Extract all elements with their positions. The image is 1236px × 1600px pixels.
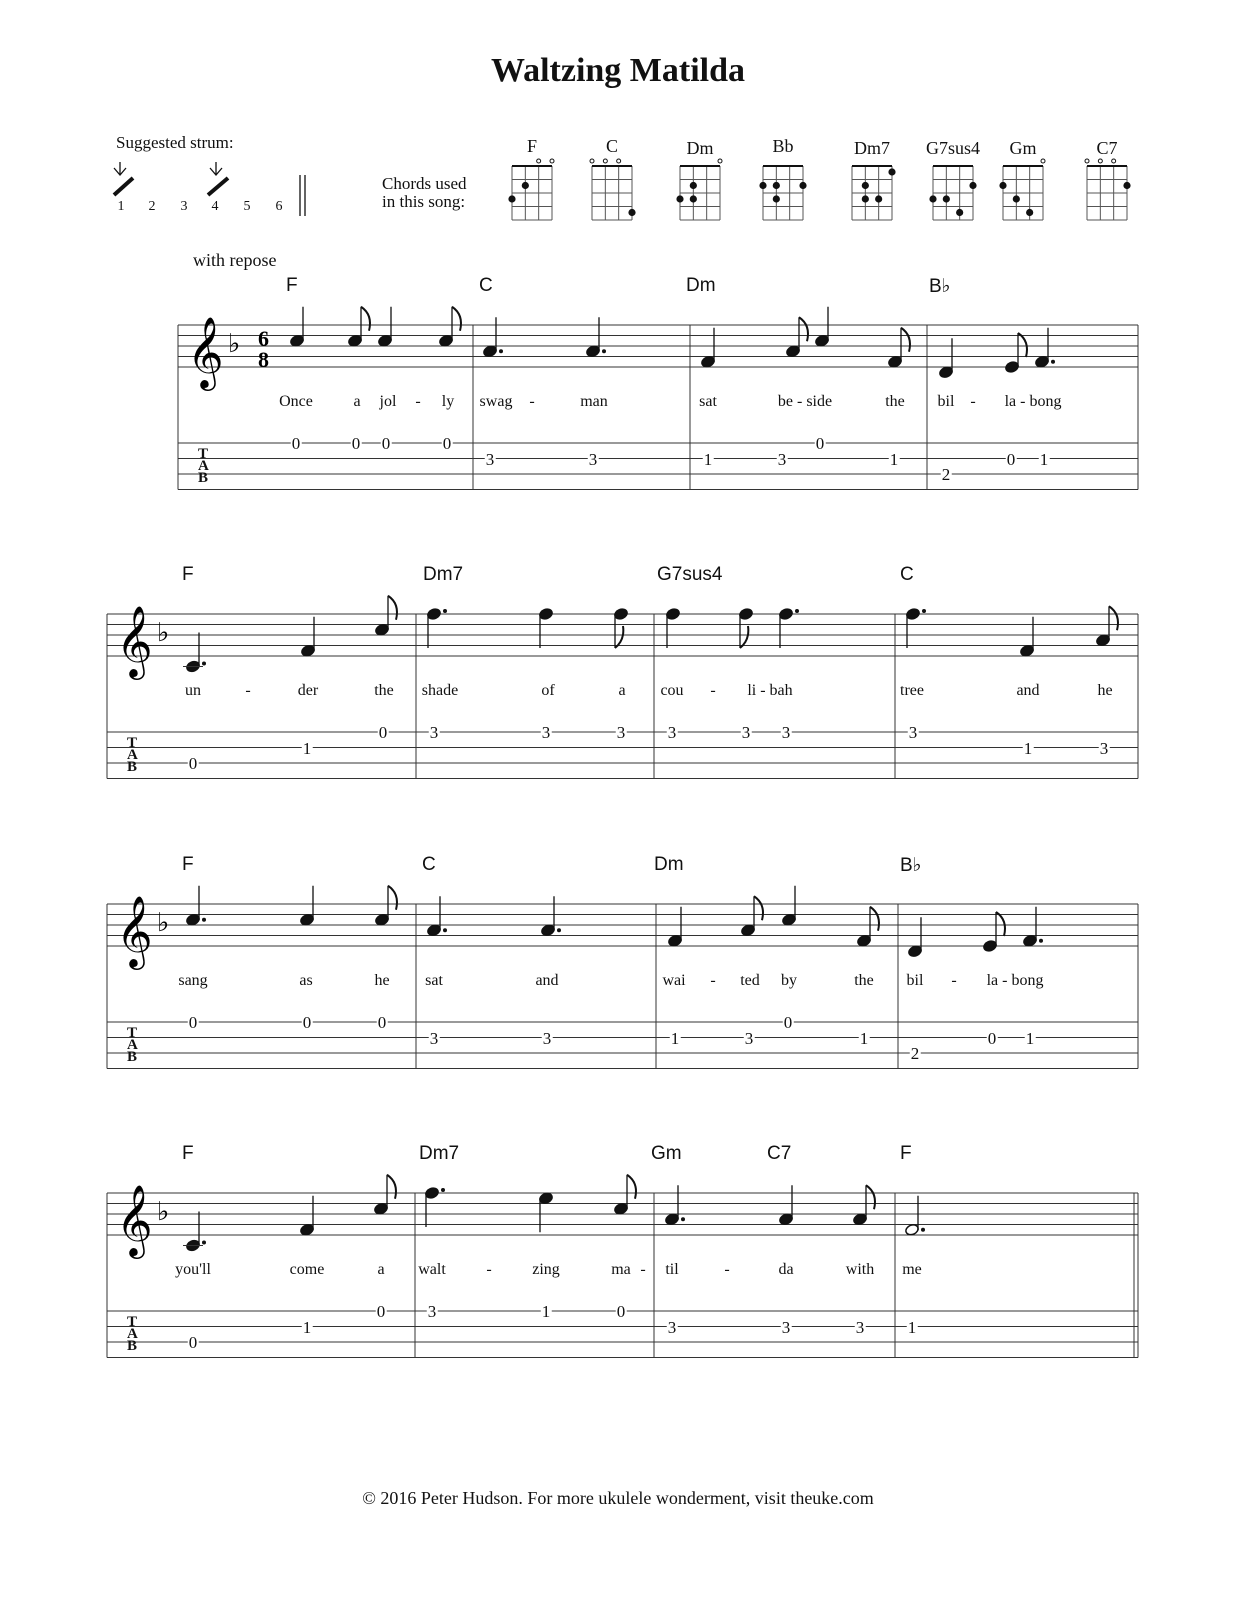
tab-fret-number: 3	[1099, 738, 1109, 758]
tab-fret-number: 1	[859, 1028, 869, 1048]
tab-fret-number: 0	[1006, 449, 1016, 469]
tab-fret-number: 3	[542, 1028, 552, 1048]
song-title: Waltzing Matilda	[490, 52, 746, 89]
notehead	[740, 924, 755, 937]
lyric-hyphen: -	[640, 1261, 646, 1278]
dot	[602, 349, 606, 353]
chord-symbol: Dm7	[419, 1143, 460, 1164]
tab-fret-number: 1	[302, 738, 312, 758]
notehead	[377, 334, 392, 347]
tab-fret-number: 2	[910, 1044, 920, 1063]
lyric-syllable: ma	[611, 1261, 631, 1278]
strum-beat: 5	[243, 199, 251, 214]
flag	[996, 912, 1005, 936]
lyric-syllable: the	[854, 972, 874, 989]
chord-symbol: Dm	[686, 275, 716, 296]
chord-diagram-name: Gm	[1009, 138, 1037, 158]
tab-fret-number: 3	[541, 723, 551, 742]
notehead	[374, 623, 389, 636]
notehead	[299, 913, 314, 926]
notehead	[538, 607, 553, 620]
copyright-footer: © 2016 Peter Hudson. For more ukulele wonderment, visit theuke.com	[362, 1488, 874, 1508]
lyric-syllable: you'll	[175, 1261, 211, 1278]
tab-fret-number: 0	[378, 723, 388, 742]
notehead	[300, 644, 315, 657]
notehead	[785, 345, 800, 358]
finger-dot	[690, 182, 697, 189]
chord-symbol: B♭	[929, 276, 951, 297]
strum-beat: 6	[275, 199, 283, 214]
tempo-direction: with repose	[193, 250, 277, 270]
chord-symbol: C7	[767, 1143, 792, 1164]
flag	[799, 317, 808, 341]
lyric-syllable: la - bong	[986, 972, 1044, 989]
lyric-syllable: wai	[662, 972, 686, 989]
tab-fret-number: 1	[703, 449, 713, 469]
dot	[921, 1228, 925, 1232]
finger-dot	[875, 195, 882, 202]
notehead	[374, 913, 389, 926]
notehead	[426, 924, 441, 937]
chord-diagram	[590, 159, 636, 220]
tab-fret-number: 0	[188, 1013, 198, 1032]
notehead	[1022, 934, 1037, 947]
flag	[740, 626, 748, 648]
tab-fret-number: 0	[377, 1013, 387, 1032]
notehead	[426, 607, 441, 620]
chord-symbol: C	[900, 564, 914, 585]
lyric-syllable: and	[1016, 682, 1040, 699]
chord-symbol: F	[182, 1143, 194, 1164]
chord-symbol: G7sus4	[657, 564, 723, 585]
lyric-hyphen: -	[951, 972, 957, 989]
treble-clef-icon: 𝄞	[187, 319, 224, 387]
lyric-hyphen: -	[245, 682, 251, 699]
tab-fret-number: 3	[908, 723, 918, 742]
finger-dot	[1026, 209, 1033, 216]
lyric-syllable: and	[535, 972, 559, 989]
strum-beat: 4	[211, 199, 219, 214]
flag	[901, 328, 910, 352]
strum-beat: 2	[148, 199, 156, 214]
open-string-marker	[718, 159, 722, 163]
lyric-syllable: zing	[532, 1261, 560, 1278]
notehead	[289, 334, 304, 347]
notehead	[185, 913, 200, 926]
tab-fret-number: 3	[781, 1317, 791, 1337]
flag	[361, 307, 370, 331]
tab-fret-number: 1	[907, 1317, 917, 1337]
tab-fret-number: 3	[781, 723, 791, 742]
tab-fret-number: 3	[616, 723, 626, 742]
dot	[202, 918, 206, 922]
notehead	[1019, 644, 1034, 657]
time-signature-top: 6	[258, 326, 269, 351]
tab-fret-number: 1	[1039, 449, 1049, 469]
notehead	[424, 1186, 439, 1199]
tab-fret-number: 3	[588, 449, 598, 469]
tab-fret-number: 3	[855, 1317, 865, 1337]
chord-symbol: F	[182, 854, 194, 875]
lyric-syllable: der	[297, 682, 319, 699]
chord-symbol: C	[479, 275, 493, 296]
chord-diagram-name: F	[526, 136, 538, 156]
notehead	[907, 945, 922, 958]
open-string-marker	[1112, 159, 1116, 163]
tab-clef-letter: B	[198, 470, 209, 486]
treble-clef-icon: 𝄞	[116, 608, 153, 676]
open-string-marker	[1041, 159, 1045, 163]
lyric-syllable: he	[374, 972, 390, 989]
lyric-syllable: a	[353, 393, 361, 410]
strum-label: Suggested strum:	[116, 133, 234, 152]
tab-fret-number: 3	[485, 449, 495, 469]
chord-diagram-grids	[0, 0, 1236, 260]
lyric-syllable: shade	[421, 682, 459, 699]
notehead	[778, 1213, 793, 1226]
finger-dot	[676, 195, 683, 202]
tab-clef-letter: T	[127, 1314, 138, 1330]
tab-fret-number: 3	[741, 723, 751, 742]
notehead	[482, 345, 497, 358]
notehead	[887, 355, 902, 368]
open-string-marker	[550, 159, 554, 163]
chord-diagram	[508, 159, 554, 220]
open-string-marker	[590, 159, 594, 163]
lyric-syllable: swag	[479, 393, 513, 410]
tab-fret-number: 3	[427, 1302, 437, 1321]
lyric-syllable: of	[541, 682, 555, 699]
notehead	[585, 345, 600, 358]
chord-symbol: Gm	[651, 1143, 682, 1164]
open-string-marker	[603, 159, 607, 163]
tab-fret-number: 0	[442, 434, 452, 453]
notehead	[1034, 355, 1049, 368]
lyric-syllable: come	[289, 1261, 325, 1278]
lyric-syllable: be - side	[777, 393, 833, 410]
lyric-syllable: la - bong	[1004, 393, 1062, 410]
lyric-hyphen: -	[970, 393, 976, 410]
lyric-hyphen: -	[529, 393, 535, 410]
tab-fret-number: 1	[670, 1028, 680, 1048]
time-signature-bottom: 8	[258, 347, 269, 372]
lyric-syllable: un	[185, 682, 201, 699]
notehead	[904, 1223, 919, 1236]
lyric-syllable: with	[845, 1261, 875, 1278]
tab-fret-number: 1	[1023, 738, 1033, 758]
finger-dot	[999, 182, 1006, 189]
notehead	[438, 334, 453, 347]
dot	[202, 662, 206, 666]
dot	[202, 1241, 206, 1245]
finger-dot	[628, 209, 635, 216]
lyric-hyphen: -	[710, 972, 716, 989]
finger-dot	[759, 182, 766, 189]
flag	[452, 307, 461, 331]
notehead	[814, 334, 829, 347]
chord-diagram-name: Dm7	[854, 138, 890, 158]
tab-clef-letter: B	[127, 1049, 138, 1065]
tab-fret-number: 3	[429, 1028, 439, 1048]
finger-dot	[1013, 195, 1020, 202]
notehead	[852, 1213, 867, 1226]
tab-fret-number: 3	[667, 723, 677, 742]
chord-diagram-name: C	[605, 136, 619, 156]
flag	[615, 626, 623, 648]
tab-fret-number: 3	[429, 723, 439, 742]
dot	[795, 609, 799, 613]
dot	[557, 928, 561, 932]
chord-symbol: F	[182, 564, 194, 585]
notehead	[781, 913, 796, 926]
lyric-hyphen: -	[710, 682, 716, 699]
notehead	[613, 1202, 628, 1215]
chord-diagram-name: Bb	[772, 136, 794, 156]
lyric-syllable: a	[377, 1261, 385, 1278]
tab-clef-letter: B	[127, 1338, 138, 1354]
chord-diagram-name: Dm	[686, 138, 714, 158]
dot	[1051, 360, 1055, 364]
chord-symbol: Dm7	[423, 564, 464, 585]
tab-fret-number: 1	[889, 449, 899, 469]
finger-dot	[522, 182, 529, 189]
treble-clef-icon: 𝄞	[116, 898, 153, 966]
finger-dot	[929, 195, 936, 202]
tab-fret-number: 0	[783, 1013, 793, 1032]
chord-diagram	[676, 159, 722, 220]
notehead	[347, 334, 362, 347]
notehead	[373, 1202, 388, 1215]
tab-fret-number: 3	[777, 449, 787, 469]
chord-symbol: Dm	[654, 854, 684, 875]
lyric-syllable: a	[618, 682, 626, 699]
tab-fret-number: 0	[291, 434, 301, 453]
lyric-syllable: li - bah	[747, 682, 793, 699]
chord-symbol: C	[422, 854, 436, 875]
lyric-syllable: he	[1097, 682, 1113, 699]
lyric-syllable: me	[902, 1261, 922, 1278]
tab-fret-number: 1	[541, 1302, 551, 1321]
tab-clef-letter: T	[127, 1025, 138, 1041]
dot	[681, 1217, 685, 1221]
notehead	[856, 934, 871, 947]
finger-dot	[690, 195, 697, 202]
tab-fret-number: 1	[302, 1317, 312, 1337]
notehead	[738, 607, 753, 620]
notehead	[613, 607, 628, 620]
open-string-marker	[537, 159, 541, 163]
lyric-syllable: the	[374, 682, 394, 699]
flag	[388, 596, 397, 620]
lyric-hyphen: -	[724, 1261, 730, 1278]
tab-fret-number: 0	[376, 1302, 386, 1321]
chord-symbol: F	[900, 1143, 912, 1164]
lyric-syllable: ly	[441, 393, 455, 410]
flag	[866, 1185, 875, 1209]
flat-icon: ♭	[228, 329, 241, 358]
strum-beat: 1	[117, 199, 125, 214]
flag	[627, 1175, 636, 1199]
dot	[441, 1188, 445, 1192]
system	[107, 886, 1138, 1069]
finger-dot	[888, 168, 895, 175]
flag	[1018, 333, 1027, 357]
tab-clef-letter: A	[127, 1037, 138, 1053]
chord-diagram	[852, 166, 896, 220]
tab-fret-number: 2	[941, 465, 951, 484]
notehead	[299, 1223, 314, 1236]
chord-diagram	[929, 166, 976, 220]
lyric-syllable: cou	[660, 682, 684, 699]
tab-fret-number: 0	[616, 1302, 626, 1321]
finger-dot	[969, 182, 976, 189]
finger-dot	[862, 182, 869, 189]
chord-diagram-name: C7	[1096, 138, 1118, 158]
finger-dot	[773, 182, 780, 189]
finger-dot	[508, 195, 515, 202]
flag	[388, 886, 397, 910]
tab-clef-letter: A	[127, 747, 138, 763]
notehead	[982, 939, 997, 952]
tab-fret-number: 3	[667, 1317, 677, 1337]
lyric-syllable: tree	[900, 682, 924, 699]
lyric-syllable: da	[778, 1261, 794, 1278]
lyric-syllable: sat	[425, 972, 443, 989]
notehead	[700, 355, 715, 368]
dot	[922, 609, 926, 613]
chord-diagram	[759, 166, 806, 220]
finger-dot	[799, 182, 806, 189]
lyric-syllable: the	[885, 393, 905, 410]
strum-beat: 3	[180, 199, 188, 214]
tab-fret-number: 0	[381, 434, 391, 453]
finger-dot	[862, 195, 869, 202]
notehead	[664, 1213, 679, 1226]
lyric-syllable: by	[781, 972, 797, 989]
lyric-hyphen: -	[486, 1261, 492, 1278]
treble-clef-icon: 𝄞	[116, 1187, 153, 1255]
tab-clef-letter: A	[198, 458, 209, 474]
lyric-syllable: Once	[279, 393, 313, 410]
chord-symbol: B♭	[900, 855, 922, 876]
notehead	[665, 607, 680, 620]
lyric-syllable: sang	[178, 972, 208, 989]
notehead	[778, 607, 793, 620]
lyric-syllable: bil	[906, 972, 924, 989]
flat-icon: ♭	[157, 908, 170, 937]
finger-dot	[773, 195, 780, 202]
flag	[1109, 606, 1118, 630]
lyric-syllable: til	[665, 1261, 679, 1278]
chord-diagram	[999, 159, 1045, 220]
dot	[1039, 939, 1043, 943]
notehead	[1095, 634, 1110, 647]
notehead	[538, 1192, 553, 1205]
open-string-marker	[1098, 159, 1102, 163]
notehead	[905, 607, 920, 620]
flag	[870, 907, 879, 931]
notehead	[938, 366, 953, 379]
tab-fret-number: 0	[351, 434, 361, 453]
notehead	[1004, 360, 1019, 373]
flag	[754, 896, 763, 920]
lyric-syllable: ted	[740, 972, 760, 989]
tab-clef-letter: T	[127, 735, 138, 751]
open-string-marker	[617, 159, 621, 163]
tab-clef-letter: T	[198, 446, 209, 462]
tab-fret-number: 0	[188, 754, 198, 773]
chord-symbol: F	[286, 275, 298, 296]
flat-icon: ♭	[157, 618, 170, 647]
tab-fret-number: 1	[1025, 1028, 1035, 1048]
tab-clef-letter: A	[127, 1326, 138, 1342]
lyric-syllable: bil	[937, 393, 955, 410]
dot	[443, 928, 447, 932]
lyric-syllable: walt	[418, 1261, 446, 1278]
flag	[387, 1175, 396, 1199]
open-string-marker	[1085, 159, 1089, 163]
lyric-syllable: as	[299, 972, 313, 989]
chord-diagram-name: G7sus4	[925, 138, 981, 158]
dot	[499, 349, 503, 353]
notehead	[540, 924, 555, 937]
tab-fret-number: 0	[302, 1013, 312, 1032]
chords-used-label: Chords used in this song:	[382, 174, 467, 211]
tab-fret-number: 0	[815, 434, 825, 453]
dot	[443, 609, 447, 613]
flat-icon: ♭	[157, 1197, 170, 1226]
tab-fret-number: 0	[188, 1333, 198, 1352]
tab-fret-number: 0	[987, 1028, 997, 1048]
lyric-syllable: jol	[379, 393, 397, 410]
chord-diagram	[1085, 159, 1131, 220]
notehead	[667, 934, 682, 947]
lyric-syllable: sat	[699, 393, 717, 410]
tab-clef-letter: B	[127, 759, 138, 775]
finger-dot	[943, 195, 950, 202]
lyric-hyphen: -	[415, 393, 421, 410]
finger-dot	[1123, 182, 1130, 189]
system	[178, 307, 1138, 490]
finger-dot	[956, 209, 963, 216]
tab-fret-number: 3	[744, 1028, 754, 1048]
lyric-syllable: man	[580, 393, 608, 410]
